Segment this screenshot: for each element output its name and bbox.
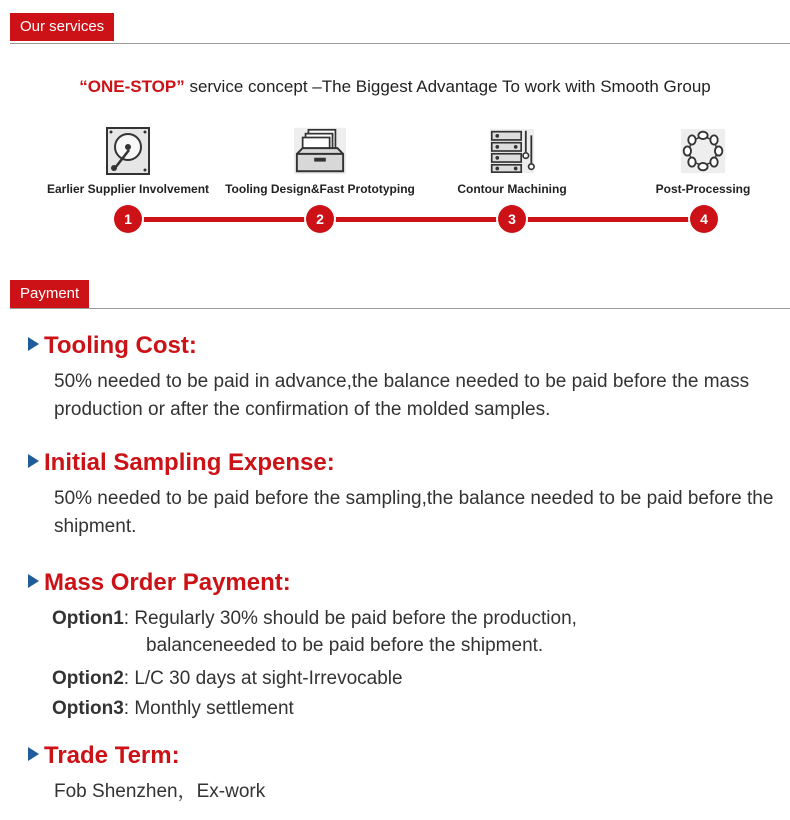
service-concept xyxy=(0,77,790,97)
option-1 xyxy=(52,605,577,632)
trade-term-text: Fob Shenzhen，Ex-work xyxy=(54,781,266,802)
step-label: Contour Machining xyxy=(457,182,567,196)
chain-ring-icon xyxy=(680,126,726,176)
arrow-icon xyxy=(28,454,39,468)
step-label: Earlier Supplier Involvement xyxy=(46,182,210,196)
option-label: Option2 xyxy=(52,668,124,689)
option-text: : Monthly settlement xyxy=(123,698,294,719)
arrow-icon xyxy=(28,747,39,761)
sampling-expense-text: 50% needed to be paid before the sampling,the balance needed to be paid before the shipment. xyxy=(54,488,774,537)
option-2 xyxy=(52,665,403,692)
tooling-cost-text: 50% needed to be paid in advance,the balance needed to be paid before the mass production or after the confirmation of the molded samples. xyxy=(54,371,750,420)
concept-highlight: “ONE-STOP” xyxy=(79,77,185,96)
step-3 xyxy=(412,126,612,196)
services-tab-header: Our services xyxy=(10,13,114,41)
process-timeline xyxy=(128,217,704,222)
hard-drive-icon xyxy=(105,126,151,176)
step-label: Post-Processing xyxy=(655,182,751,196)
trade-term-title: Trade Term: xyxy=(44,742,180,769)
step-number-2: 2 xyxy=(306,205,334,233)
step-4 xyxy=(603,126,790,196)
step-2 xyxy=(220,126,420,196)
step-1 xyxy=(28,126,228,196)
machine-rack-icon xyxy=(489,126,535,176)
sampling-expense-heading xyxy=(28,449,335,477)
option-text: : Regularly 30% should be paid before the production, xyxy=(123,608,577,629)
services-divider xyxy=(10,43,790,44)
step-number-3: 3 xyxy=(498,205,526,233)
step-label: Tooling Design&Fast Prototyping xyxy=(225,182,415,196)
payment-divider xyxy=(10,308,790,309)
tooling-cost-title: Tooling Cost: xyxy=(44,332,197,359)
tooling-cost-heading xyxy=(28,332,197,360)
trade-term-heading xyxy=(28,742,180,770)
payment-tab-header: Payment xyxy=(10,280,89,308)
option-3 xyxy=(52,695,294,722)
option-label: Option1 xyxy=(52,608,124,629)
arrow-icon xyxy=(28,574,39,588)
sampling-expense-title: Initial Sampling Expense: xyxy=(44,449,335,476)
mass-order-title: Mass Order Payment: xyxy=(44,569,291,596)
drawer-tray-icon xyxy=(293,126,347,176)
step-number-4: 4 xyxy=(690,205,718,233)
concept-text: service concept –The Biggest Advantage To work with Smooth Group xyxy=(184,77,711,96)
option-text: : L/C 30 days at sight-Irrevocable xyxy=(123,668,403,689)
step-number-1: 1 xyxy=(114,205,142,233)
option-label: Option3 xyxy=(52,698,124,719)
arrow-icon xyxy=(28,337,39,351)
option-1-continuation: balanceneeded to be paid before the shipment. xyxy=(146,635,544,656)
mass-order-heading xyxy=(28,569,291,597)
